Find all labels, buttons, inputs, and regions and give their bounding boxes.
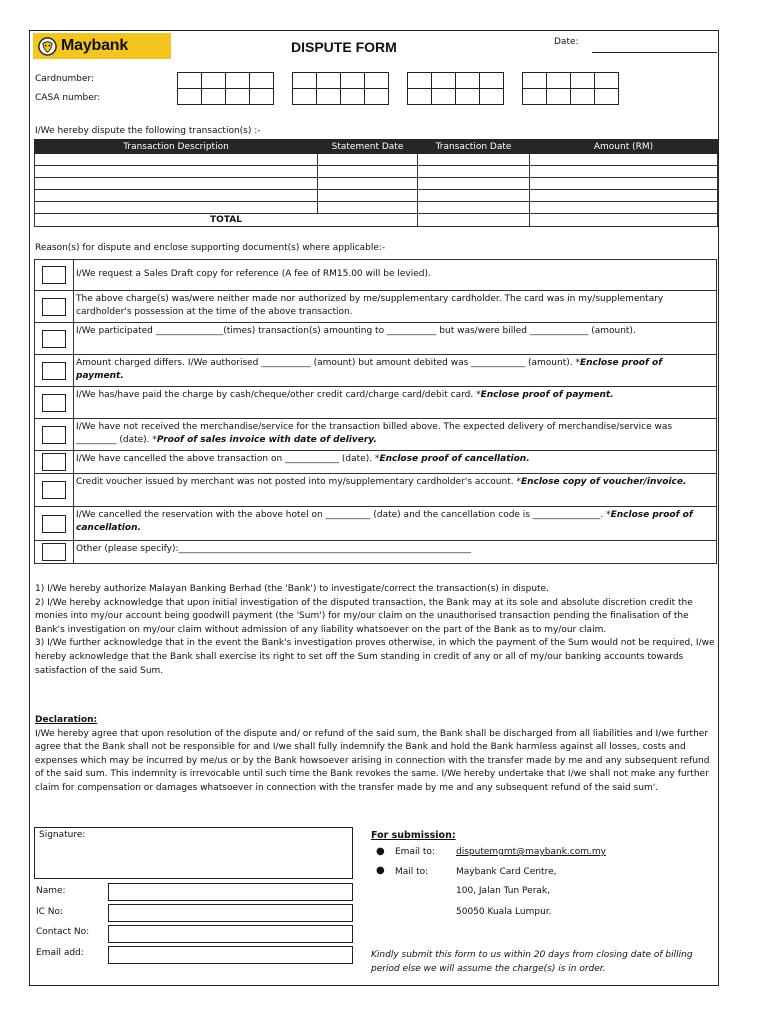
submission-note: Kindly submit this form to us within 20 days from closing date of billing period else we will assume the charge(s) is in order. <box>371 950 693 974</box>
mail-to-label: Mail to: <box>395 867 429 877</box>
reason-row <box>34 291 717 323</box>
card-number-label: Cardnumber: <box>35 74 95 84</box>
email-add-label: Email add: <box>36 948 84 958</box>
signature-label: Signature: <box>39 830 86 840</box>
email-to-label: Email to: <box>395 847 435 857</box>
reason-note: Enclose proof of payment. <box>480 390 614 400</box>
reason-checkbox[interactable] <box>42 362 66 380</box>
page-title: DISPUTE FORM <box>291 39 397 55</box>
declaration <box>35 714 717 796</box>
contact-field[interactable] <box>108 925 353 943</box>
table-header-row <box>35 140 718 154</box>
card-number-group-1[interactable] <box>177 72 273 89</box>
submission-email-link[interactable]: disputemgmt@maybank.com.my <box>456 847 606 857</box>
reason-row <box>34 355 717 387</box>
table-row[interactable] <box>35 202 718 214</box>
authorization-clauses <box>35 583 717 678</box>
reason-row <box>34 451 717 474</box>
declaration-title: Declaration: <box>35 715 98 725</box>
contact-label: Contact No: <box>36 927 90 937</box>
reason-note: Enclose proof of cancellation. <box>76 510 693 533</box>
reason-row <box>34 323 717 355</box>
column-header: Statement Date <box>318 140 418 154</box>
submission-title: For submission: <box>371 830 456 841</box>
reason-checkbox[interactable] <box>42 453 66 471</box>
transactions-intro: I/We hereby dispute the following transaction(s) :- <box>35 126 261 136</box>
casa-number-group-2[interactable] <box>292 88 388 105</box>
column-header: Transaction Description <box>35 140 318 154</box>
casa-number-group-4[interactable] <box>522 88 618 105</box>
reason-note: Enclose proof of payment. <box>76 358 663 381</box>
reason-text: I/We participated _______________(times) transaction(s) amounting to ___________ but was/were billed _____________ (amount). <box>76 326 636 336</box>
name-field[interactable] <box>108 883 353 901</box>
name-label: Name: <box>36 886 66 896</box>
casa-number-group-1[interactable] <box>177 88 273 105</box>
authorization-clause-2: 2) I/We hereby acknowledge that upon initial investigation of the disputed transaction, the Bank may at its sole and absolute discretion credit the monies into my/our account being goodwill payment (the 'Sum') for my/our claim on the unauthorised transaction pending the finalisation of the Bank's investigation on my/our claim without admission of any liability whatsoever on the part of the Bank as to my/our claim. <box>35 597 693 635</box>
total-amount-field[interactable] <box>530 214 718 227</box>
card-number-group-4[interactable] <box>522 72 618 89</box>
reason-note: Enclose proof of cancellation. <box>379 454 530 464</box>
reason-text: Credit voucher issued by merchant was not posted into my/supplementary cardholder's account. * <box>76 477 521 487</box>
reason-checkbox[interactable] <box>42 543 66 561</box>
reason-text: Amount charged differs. I/We authorised ___________ (amount) but amount debited was ____________ (amount). * <box>76 358 580 368</box>
reason-checkbox[interactable] <box>42 394 66 412</box>
reason-checkbox[interactable] <box>42 266 66 284</box>
casa-number-group-3[interactable] <box>407 88 503 105</box>
card-number-group-2[interactable] <box>292 72 388 89</box>
reason-row <box>34 260 717 291</box>
brand-name: Maybank <box>61 37 129 54</box>
casa-number-label: CASA number: <box>35 93 101 103</box>
table-row[interactable] <box>35 154 718 166</box>
reason-checkbox[interactable] <box>42 515 66 533</box>
reason-row <box>34 507 717 541</box>
email-add-field[interactable] <box>108 946 353 964</box>
table-row[interactable] <box>35 190 718 202</box>
reason-text: I/We cancelled the reservation with the above hotel on __________ (date) and the cancellation code is _______________. * <box>76 510 611 520</box>
bullet-icon: ● <box>376 846 385 857</box>
transaction-table <box>34 139 718 227</box>
card-number-group-3[interactable] <box>407 72 503 89</box>
reason-checkbox[interactable] <box>42 298 66 316</box>
reason-note: Enclose copy of voucher/invoice. <box>520 477 687 487</box>
reasons-intro: Reason(s) for dispute and enclose supporting document(s) where applicable:- <box>35 243 386 253</box>
reason-note: Proof of sales invoice with date of delivery. <box>156 435 377 445</box>
address-line-3: 50050 Kuala Lumpur. <box>456 907 552 917</box>
signature-box[interactable] <box>34 827 353 879</box>
table-row[interactable] <box>35 166 718 178</box>
reason-row <box>34 474 717 507</box>
total-label: TOTAL <box>35 214 418 227</box>
reason-text: I/We have cancelled the above transaction on ____________ (date). * <box>76 454 380 464</box>
column-header: Amount (RM) <box>530 140 718 154</box>
date-label: Date: <box>554 37 579 47</box>
reason-text: I/We request a Sales Draft copy for reference (A fee of RM15.00 will be levied). <box>76 269 431 279</box>
tiger-head-icon <box>38 37 57 56</box>
reason-checkbox[interactable] <box>42 330 66 348</box>
reason-text: The above charge(s) was/were neither made nor authorized by me/supplementary cardholder. The card was in my/supplementary cardholder's possession at the time of the above transaction. <box>76 294 664 317</box>
table-row[interactable] <box>35 178 718 190</box>
reason-row <box>34 541 717 564</box>
dispute-form-page <box>29 30 719 986</box>
ic-label: IC No: <box>36 907 64 917</box>
reason-text: I/We has/have paid the charge by cash/cheque/other credit card/charge card/debit card. * <box>76 390 481 400</box>
declaration-text: I/We hereby agree that upon resolution of the dispute and/ or refund of the said sum, the Bank shall be discharged from all liabilities and I/we further agree that the Bank shall not be responsible for and I/we shall fully indemnify the Bank and hold the Bank harmless against all losses, costs and expenses which may be incurred by me/us or by the Bank howsoever arising in connection with the transfer made by me and any subsequent refund of the said sum. This indemnity is irrevocable until such time the Bank revokes the same. I/We hereby undertake that I/we shall not make any further claim for compensation or damages whatsoever in connection with the transfer made by me and any subsequent refund of the said sum'. <box>35 728 710 793</box>
reason-checkbox[interactable] <box>42 426 66 444</box>
reason-text: Other (please specify):_________________________________________________________________ <box>76 544 472 554</box>
address-line-1: Maybank Card Centre, <box>456 867 557 877</box>
address-line-2: 100, Jalan Tun Perak, <box>456 886 550 896</box>
authorization-clause-3: 3) I/We further acknowledge that in the event the Bank's investigation proves otherwise, in which the payment of the Sum would not be required, I/we hereby acknowledge that the Bank shall exercise its right to set off the Sum standing in credit of any or all of my/our banking accounts towards satisfaction of the said Sum. <box>35 638 715 676</box>
reasons-list <box>34 259 717 564</box>
reason-row <box>34 419 717 451</box>
authorization-clause-1: 1) I/We hereby authorize Malayan Banking Berhad (the 'Bank') to investigate/correct the transaction(s) in dispute. <box>35 584 549 594</box>
column-header: Transaction Date <box>418 140 530 154</box>
ic-field[interactable] <box>108 904 353 922</box>
maybank-logo <box>33 33 171 59</box>
reason-text: I/We have not received the merchandise/service for the transaction billed above. The expected delivery of merchandise/service was _________ (date). * <box>76 422 673 445</box>
bullet-icon: ● <box>376 865 385 876</box>
reason-row <box>34 387 717 419</box>
total-row <box>35 214 718 227</box>
date-field[interactable] <box>592 52 717 53</box>
reason-checkbox[interactable] <box>42 481 66 499</box>
